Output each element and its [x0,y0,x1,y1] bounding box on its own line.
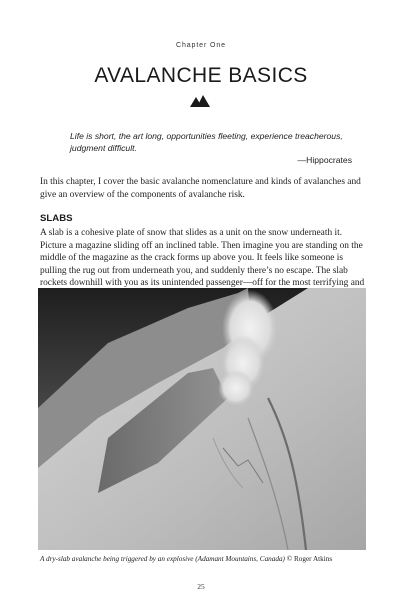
page-number: 25 [197,582,205,591]
caption-credit: © Roger Atkins [286,555,333,563]
chapter-label: Chapter One [176,42,226,49]
epigraph-attribution: —Hippocrates [297,155,352,165]
figure-caption [40,555,370,563]
epigraph-quote: Life is short, the art long, opportunities fleeting, experience treacherous, judgment difficult. [70,131,343,154]
intro-paragraph: In this chapter, I cover the basic avalanche nomenclature and kinds of avalanches and give an overview of the components of avalanche risk. [40,177,361,200]
avalanche-photo [38,288,366,550]
section-body: A slab is a cohesive plate of snow that slides as a unit on the snow underneath it. Picture a magazine sliding off an inclined table. Then imagine you are standing on the middle of the magazine as the crack forms up above you. It feels like someone is pulling the rug out from underneath you, and suddenly there’s no escape. The slab rockets downhill with you as its unintended passenger—off for the most terrifying and [40,228,365,288]
chapter-title: AVALANCHE BASICS [94,64,308,87]
mountain-peaks-icon [190,95,210,107]
section-heading: SLABS [40,213,73,224]
caption-text: A dry-slab avalanche being triggered by an explosive (Adamant Mountains, Canada) [40,555,285,563]
